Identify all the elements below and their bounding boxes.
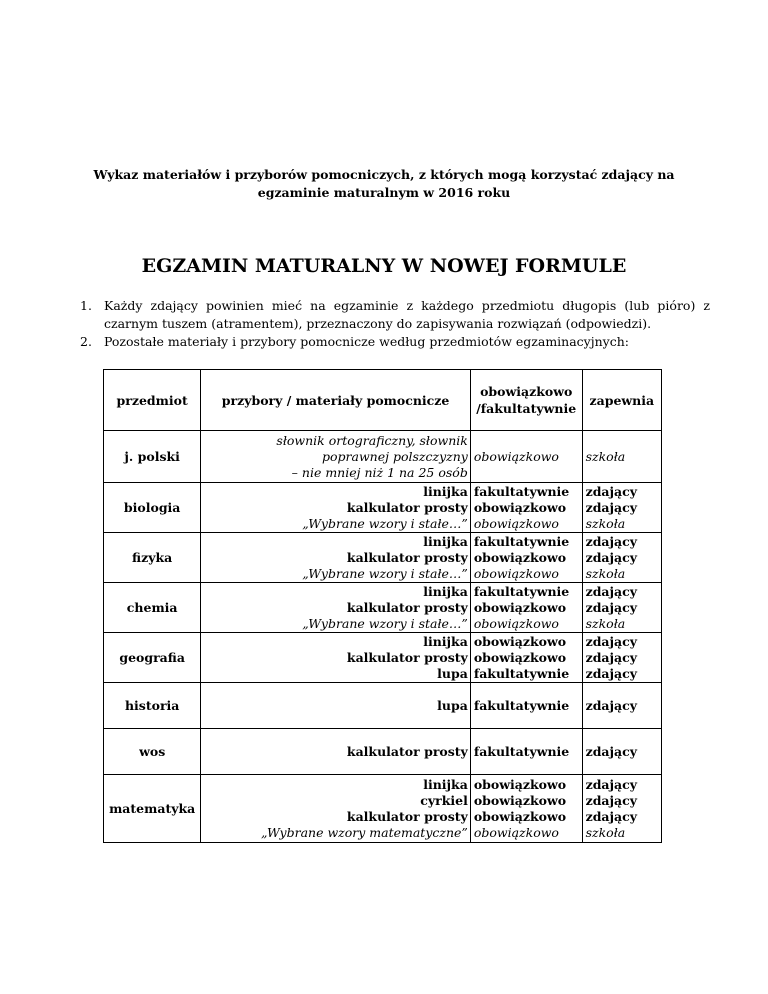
provided-line: zdający [585, 549, 638, 565]
provided-cell [582, 633, 661, 683]
tool-cell [201, 431, 471, 483]
tool-line: „Wybrane wzory matematyczne” [260, 824, 468, 840]
required-line: fakultatywnie [473, 697, 570, 713]
provided-cell [582, 483, 661, 533]
tool-cell [201, 683, 471, 729]
provided-line [586, 465, 658, 481]
required-line: obowiązkowo [473, 499, 567, 515]
required-line: obowiązkowo [473, 448, 559, 464]
provided-line: szkoła [585, 448, 626, 464]
required-line: fakultatywnie [473, 743, 570, 759]
list-item [80, 297, 710, 333]
heading-line-1: Wykaz materiałów i przyborów pomocniczych, z których mogą korzystać zdający na [93, 167, 675, 182]
required-line: obowiązkowo [473, 792, 567, 808]
required-line: obowiązkowo [473, 515, 559, 531]
subject-cell: chemia [104, 583, 201, 633]
required-line: obowiązkowo [473, 615, 559, 631]
table-row [104, 583, 662, 633]
provided-line: zdający [585, 599, 638, 615]
tool-line: „Wybrane wzory i stałe…” [302, 515, 468, 531]
required-cell [470, 533, 582, 583]
required-line: obowiązkowo [473, 776, 567, 792]
document-heading [0, 166, 768, 202]
tool-line: kalkulator prosty [346, 599, 468, 615]
table-row [104, 533, 662, 583]
header-required [470, 370, 582, 431]
tool-line: kalkulator prosty [346, 649, 468, 665]
subject-cell: fizyka [104, 533, 201, 583]
tool-line: lupa [437, 697, 468, 713]
required-line: obowiązkowo [473, 633, 567, 649]
table-row [104, 683, 662, 729]
provided-line: zdający [585, 792, 638, 808]
provided-line: zdający [585, 649, 638, 665]
subject-cell: wos [104, 729, 201, 775]
subject-cell: historia [104, 683, 201, 729]
provided-cell [582, 729, 661, 775]
tool-line: – nie mniej niż 1 na 25 osób [291, 464, 468, 480]
list-item-text: Pozostałe materiały i przybory pomocnicze według przedmiotów egzaminacyjnych: [104, 334, 629, 349]
tool-line: cyrkiel [420, 792, 468, 808]
provided-line: zdający [585, 533, 638, 549]
header-provided: zapewnia [582, 370, 661, 431]
provided-line: zdający [585, 499, 638, 515]
required-line: fakultatywnie [473, 665, 570, 681]
required-line: obowiązkowo [473, 565, 559, 581]
tool-line: linijka [423, 583, 468, 599]
table-row [104, 775, 662, 843]
table-row [104, 729, 662, 775]
tool-cell [201, 729, 471, 775]
tool-cell [201, 775, 471, 843]
provided-line: szkoła [585, 515, 626, 531]
required-line: obowiązkowo [473, 649, 567, 665]
required-cell [470, 431, 582, 483]
required-line [474, 465, 579, 481]
required-line [474, 433, 579, 449]
tool-line: słownik ortograficzny, słownik [276, 432, 468, 448]
required-cell [470, 729, 582, 775]
tool-line: kalkulator prosty [346, 808, 468, 824]
provided-line: szkoła [585, 615, 626, 631]
header-required-line-2: /fakultatywnie [476, 401, 577, 416]
provided-cell [582, 431, 661, 483]
provided-line: szkoła [585, 565, 626, 581]
provided-cell [582, 533, 661, 583]
tool-line: lupa [437, 665, 468, 681]
subject-cell: j. polski [104, 431, 201, 483]
header-tools: przybory / materiały pomocnicze [201, 370, 471, 431]
required-cell [470, 583, 582, 633]
page-title: EGZAMIN MATURALNY W NOWEJ FORMULE [141, 255, 627, 277]
subject-cell: matematyka [104, 775, 201, 843]
table-row [104, 483, 662, 533]
list-item-text: Każdy zdający powinien mieć na egzaminie z każdego przedmiotu długopis (lub pióro) z czarnym tuszem (atramentem), przeznaczony do zapisywania rozwiązań (odpowiedzi). [104, 298, 710, 331]
table-header-row [104, 370, 662, 431]
provided-line: zdający [585, 743, 638, 759]
tool-cell [201, 583, 471, 633]
tool-cell [201, 633, 471, 683]
tool-line: kalkulator prosty [346, 549, 468, 565]
provided-line [586, 433, 658, 449]
required-line: fakultatywnie [473, 533, 570, 549]
tool-cell [201, 533, 471, 583]
required-line: fakultatywnie [473, 583, 570, 599]
provided-cell [582, 583, 661, 633]
required-line: obowiązkowo [473, 824, 559, 840]
header-required-line-1: obowiązkowo [480, 384, 573, 399]
required-line: obowiązkowo [473, 599, 567, 615]
tool-line: „Wybrane wzory i stałe…” [302, 615, 468, 631]
materials-table [103, 369, 662, 843]
list-item-number: 2. [80, 334, 92, 349]
tool-line: linijka [423, 633, 468, 649]
tool-line: linijka [423, 483, 468, 499]
table-row [104, 633, 662, 683]
tool-line: linijka [423, 533, 468, 549]
required-line: fakultatywnie [473, 483, 570, 499]
tool-line: „Wybrane wzory i stałe…” [302, 565, 468, 581]
provided-line: szkoła [585, 824, 626, 840]
required-cell [470, 683, 582, 729]
provided-line: zdający [585, 776, 638, 792]
list-item-number: 1. [80, 298, 92, 313]
tool-line: kalkulator prosty [346, 743, 468, 759]
list-item [80, 333, 710, 351]
required-line: obowiązkowo [473, 549, 567, 565]
required-line: obowiązkowo [473, 808, 567, 824]
tool-line: kalkulator prosty [346, 499, 468, 515]
provided-line: zdający [585, 697, 638, 713]
header-subject: przedmiot [104, 370, 201, 431]
instructions-list [80, 297, 710, 351]
required-cell [470, 775, 582, 843]
provided-line: zdający [585, 665, 638, 681]
table-row [104, 431, 662, 483]
table-body [104, 431, 662, 843]
provided-line: zdający [585, 483, 638, 499]
tool-cell [201, 483, 471, 533]
provided-line: zdający [585, 583, 638, 599]
required-cell [470, 633, 582, 683]
provided-line: zdający [585, 633, 638, 649]
subject-cell: geografia [104, 633, 201, 683]
required-cell [470, 483, 582, 533]
heading-line-2: egzaminie maturalnym w 2016 roku [257, 185, 511, 200]
tool-line: poprawnej polszczyzny [322, 448, 468, 464]
tool-line: linijka [423, 776, 468, 792]
provided-cell [582, 683, 661, 729]
provided-cell [582, 775, 661, 843]
provided-line: zdający [585, 808, 638, 824]
subject-cell: biologia [104, 483, 201, 533]
